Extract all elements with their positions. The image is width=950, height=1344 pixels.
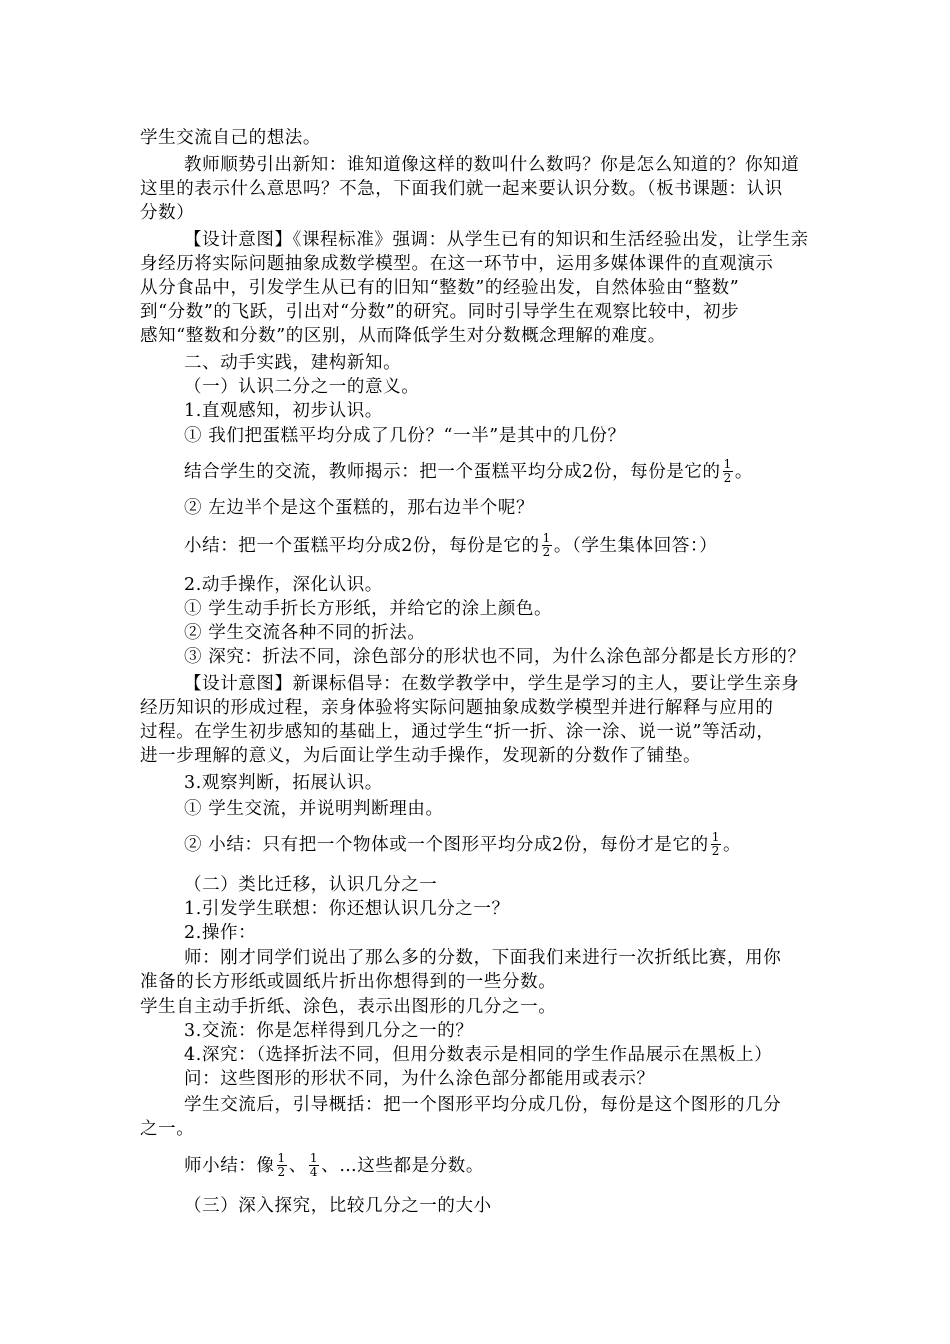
line-text: 。 bbox=[722, 835, 742, 855]
paragraph-line: 这里的表示什么意思吗？不急，下面我们就一起来要认识分数。（板书课题：认识 bbox=[140, 179, 783, 199]
fraction-numerator: 1 bbox=[309, 1151, 319, 1165]
fraction-one-half bbox=[277, 1152, 287, 1179]
subsection-heading: （二）类比迁移，认识几分之一 bbox=[184, 875, 438, 895]
paragraph-line: 师：刚才同学们说出了那么多的分数，下面我们来进行一次折纸比赛，用你 bbox=[184, 948, 782, 968]
paragraph-line: 经历知识的形成过程，亲身体验将实际问题抽象成数学模型并进行解释与应用的 bbox=[140, 698, 774, 718]
step-heading: 1.直观感知，初步认识。 bbox=[184, 401, 383, 421]
fraction-denominator: 2 bbox=[711, 844, 720, 858]
fraction-numerator: 1 bbox=[723, 457, 732, 471]
paragraph-line: 之一。 bbox=[140, 1119, 195, 1139]
paragraph-line: 感知“整数和分数”的区别，从而降低学生对分数概念理解的难度。 bbox=[140, 326, 666, 346]
subsection-heading: （一）认识二分之一的意义。 bbox=[184, 377, 420, 397]
fraction-denominator: 4 bbox=[309, 1165, 319, 1179]
fraction-denominator: 2 bbox=[277, 1165, 286, 1179]
fraction-denominator: 2 bbox=[723, 471, 732, 485]
line-text: 结合学生的交流，教师揭示：把一个蛋糕平均分成2份，每份是它的 bbox=[184, 462, 721, 482]
line-text: 。 bbox=[734, 462, 753, 482]
paragraph-line: 从分食品中，引发学生从已有的旧知“整数”的经验出发，自然体验由“整数” bbox=[140, 278, 740, 298]
paragraph-line-with-fraction bbox=[184, 533, 717, 560]
paragraph-line: ① 学生交流，并说明判断理由。 bbox=[184, 799, 444, 819]
paragraph-line-with-fraction bbox=[184, 832, 741, 859]
paragraph-line: 身经历将实际问题抽象成数学模型。在这一环节中，运用多媒体课件的直观演示 bbox=[140, 254, 774, 274]
paragraph-line: 问：这些图形的形状不同，为什么涂色部分都能用或表示？ bbox=[184, 1069, 655, 1089]
paragraph-line-with-fraction bbox=[184, 459, 753, 486]
step-heading: 2.动手操作，深化认识。 bbox=[184, 575, 383, 595]
line-text: 、 bbox=[288, 1156, 307, 1176]
paragraph-line: ② 学生交流各种不同的折法。 bbox=[184, 623, 426, 643]
paragraph-line: 教师顺势引出新知：谁知道像这样的数叫什么数吗？你是怎么知道的？你知道 bbox=[184, 155, 800, 175]
paragraph-line: 【设计意图】《课程标准》强调：从学生已有的知识和生活经验出发，让学生亲 bbox=[184, 230, 809, 250]
line-text: 。（学生集体回答：） bbox=[553, 536, 718, 556]
paragraph-line: 分数） bbox=[140, 203, 195, 223]
paragraph-line: ② 左边半个是这个蛋糕的，那右边半个呢？ bbox=[184, 498, 535, 518]
paragraph-line: 过程。在学生初步感知的基础上，通过学生“折一折、涂一涂、说一说”等活动， bbox=[140, 722, 775, 742]
fraction-denominator: 2 bbox=[542, 545, 551, 559]
fraction-one-half bbox=[723, 458, 733, 485]
paragraph-line: 到“分数”的飞跃，引出对“分数”的研究。同时引导学生在观察比较中，初步 bbox=[140, 302, 740, 322]
paragraph-line: ③ 深究：折法不同，涂色部分的形状也不同，为什么涂色部分都是长方形的？ bbox=[184, 647, 806, 667]
paragraph-line-with-fraction bbox=[184, 1153, 484, 1180]
fraction-numerator: 1 bbox=[542, 531, 551, 545]
fraction-numerator: 1 bbox=[277, 1151, 286, 1165]
fraction-one-half bbox=[542, 532, 552, 559]
step-heading: 3.交流：你是怎样得到几分之一的？ bbox=[184, 1021, 474, 1041]
paragraph-line: ① 我们把蛋糕平均分成了几份？“一半”是其中的几份？ bbox=[184, 426, 626, 446]
line-text: 师小结：像 bbox=[184, 1156, 275, 1176]
line-text: ② 小结：只有把一个物体或一个图形平均分成2份，每份才是它的 bbox=[184, 835, 709, 855]
step-heading: 4.深究：（选择折法不同，但用分数表示是相同的学生作品展示在黑板上） bbox=[184, 1045, 773, 1065]
paragraph-line: ① 学生动手折长方形纸，并给它的涂上颜色。 bbox=[184, 599, 553, 619]
fraction-one-half bbox=[711, 831, 721, 858]
line-text: 小结：把一个蛋糕平均分成2份，每份是它的 bbox=[184, 536, 540, 556]
paragraph-line: 学生自主动手折纸、涂色，表示出图形的几分之一。 bbox=[140, 997, 557, 1017]
fraction-numerator: 1 bbox=[711, 830, 720, 844]
step-heading: 3.观察判断，拓展认识。 bbox=[184, 773, 383, 793]
paragraph-line: 进一步理解的意义，为后面让学生动手操作，发现新的分数作了铺垫。 bbox=[140, 746, 702, 766]
paragraph-line: 学生交流自己的想法。 bbox=[140, 128, 321, 148]
step-heading: 2.操作： bbox=[184, 923, 257, 943]
paragraph-line: 准备的长方形纸或圆纸片折出你想得到的一些分数。 bbox=[140, 972, 557, 992]
paragraph-line: 【设计意图】新课标倡导：在数学教学中，学生是学习的主人，要让学生亲身 bbox=[184, 674, 800, 694]
section-heading: 二、动手实践，建构新知。 bbox=[184, 353, 402, 373]
fraction-one-quarter bbox=[309, 1152, 319, 1179]
paragraph-line: 学生交流后，引导概括：把一个图形平均分成几份，每份是这个图形的几分 bbox=[184, 1095, 782, 1115]
line-text: 、…这些都是分数。 bbox=[321, 1156, 485, 1176]
step-heading: 1.引发学生联想：你还想认识几分之一？ bbox=[184, 899, 510, 919]
subsection-heading: （三）深入探究，比较几分之一的大小 bbox=[184, 1196, 492, 1216]
